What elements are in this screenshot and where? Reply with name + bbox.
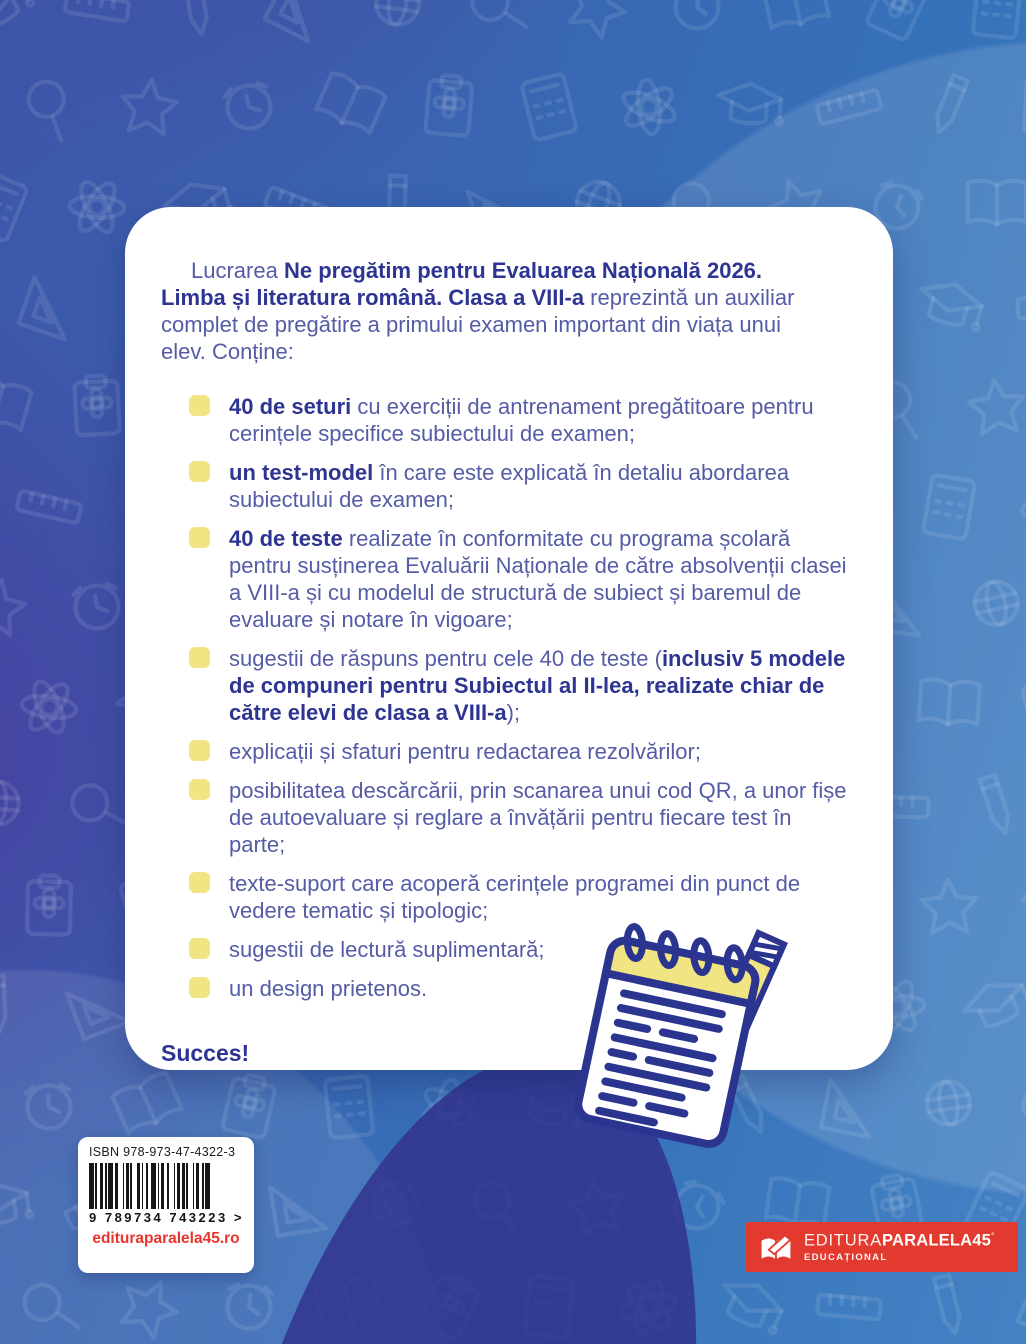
- feature-text: texte-suport care acoperă cerințele programei din punct de vedere tematic și tipologic;: [229, 871, 801, 923]
- feature-text-bold: 40 de seturi: [229, 394, 352, 419]
- bullet-square-icon: [189, 977, 210, 998]
- feature-item: [189, 393, 849, 447]
- feature-item: [189, 645, 849, 726]
- publisher-editura: EDITURA: [804, 1231, 883, 1250]
- pattern-doodle-icon: [252, 1162, 341, 1251]
- pattern-doodle-icon: [3, 1261, 94, 1344]
- pattern-doodle-icon: [245, 0, 350, 59]
- feature-item: [189, 525, 849, 633]
- degree-mark: °: [991, 1230, 995, 1241]
- feature-item: [189, 459, 849, 513]
- pattern-doodle-icon: [1004, 462, 1026, 551]
- bullet-square-icon: [189, 647, 210, 668]
- pattern-doodle-icon: [0, 0, 50, 60]
- pattern-doodle-icon: [954, 0, 1026, 50]
- pattern-doodle-icon: [2, 460, 96, 554]
- intro-suffix: reprezintă un auxiliar complet de pregătire a primului examen important din viața unui elev. Conține:: [161, 285, 795, 364]
- isbn-block: [78, 1137, 254, 1273]
- pattern-doodle-icon: [954, 364, 1026, 450]
- pattern-doodle-icon: [152, 0, 242, 52]
- pattern-doodle-icon: [999, 857, 1026, 958]
- feature-text: sugestii de lectură suplimentară;: [229, 937, 545, 962]
- feature-text: în care este explicată în detaliu abordarea subiectului de examen;: [229, 460, 790, 512]
- open-book-logo-icon: [758, 1231, 794, 1263]
- pattern-doodle-icon: [0, 765, 39, 848]
- pattern-doodle-icon: [807, 1265, 892, 1344]
- publisher-name: [804, 1232, 995, 1263]
- bullet-square-icon: [189, 779, 210, 800]
- isbn-label: ISBN 978-973-47-4322-3: [89, 1145, 236, 1159]
- pattern-doodle-icon: [298, 56, 401, 159]
- closing-text: Succes!: [161, 1040, 250, 1066]
- feature-text-bold: inclusiv 5 modele de compuneri pentru Subiectul al II-lea, realizate chiar de către elevi de clasa a VIII-a: [229, 646, 846, 725]
- pattern-doodle-icon: [407, 65, 492, 150]
- feature-text: explicații și sfaturi pentru redactarea rezolvărilor;: [229, 739, 701, 764]
- bullet-square-icon: [189, 527, 210, 548]
- notepad-illustration: [560, 908, 820, 1158]
- pattern-doodle-icon: [948, 758, 1026, 856]
- pattern-doodle-icon: [997, 1055, 1026, 1160]
- pattern-doodle-icon: [1008, 66, 1026, 148]
- pattern-doodle-icon: [306, 1064, 392, 1150]
- pattern-doodle-icon: [951, 561, 1026, 654]
- pattern-doodle-icon: [106, 64, 192, 150]
- pattern-doodle-icon: [707, 65, 790, 148]
- feature-text: sugestii de răspuns pentru cele 40 de teste (: [229, 646, 662, 671]
- feature-text: un design prietenos.: [229, 976, 428, 1001]
- pattern-doodle-icon: [654, 0, 741, 50]
- feature-item: [189, 738, 849, 765]
- pattern-doodle-icon: [845, 0, 949, 59]
- bullet-square-icon: [189, 938, 210, 959]
- pattern-doodle-icon: [0, 562, 42, 652]
- barcode-gap: [210, 1163, 212, 1209]
- pattern-doodle-icon: [9, 867, 88, 946]
- feature-text: );: [506, 700, 521, 725]
- pattern-doodle-icon: [0, 55, 101, 159]
- pattern-doodle-icon: [904, 462, 994, 552]
- intro-prefix: Lucrarea: [191, 258, 284, 283]
- pattern-doodle-icon: [0, 967, 37, 1048]
- bullet-square-icon: [189, 872, 210, 893]
- publisher-website: edituraparalela45.ro: [92, 1230, 240, 1247]
- pattern-doodle-icon: [909, 867, 990, 948]
- pattern-doodle-icon: [898, 56, 1000, 158]
- book-title: Ne pregătim pentru Evaluarea Națională 2026. Limba și literatura română. Clasa a VIII-a: [161, 258, 763, 310]
- pattern-doodle-icon: [545, 0, 649, 59]
- pattern-doodle-icon: [801, 59, 897, 155]
- feature-text-bold: 40 de teste: [229, 526, 343, 551]
- pattern-doodle-icon: [502, 60, 597, 155]
- publisher-logo-bar: [746, 1222, 1018, 1272]
- pattern-doodle-icon: [451, 0, 542, 53]
- feature-text: realizate în conformitate cu programa școlară pentru susținerea Evaluării Naționale de către absolvenții clasei a VIII-a și cu modelul de structură de subiect și baremul de evaluare și notare în vigoare;: [229, 526, 847, 632]
- pattern-doodle-icon: [0, 359, 45, 455]
- pattern-doodle-icon: [56, 166, 138, 248]
- pattern-doodle-icon: [902, 1260, 997, 1344]
- intro-paragraph: [161, 257, 821, 365]
- pattern-doodle-icon: [958, 168, 1026, 246]
- pattern-doodle-icon: [0, 1163, 41, 1251]
- publisher-number: 45: [972, 1231, 992, 1250]
- feature-text: cu exerciții de antrenament pregătitoare pentru cerințele specifice subiectului de examen;: [229, 394, 814, 446]
- pattern-doodle-icon: [1001, 659, 1026, 755]
- pattern-doodle-icon: [0, 156, 48, 258]
- bullet-square-icon: [189, 395, 210, 416]
- pattern-doodle-icon: [202, 60, 296, 154]
- feature-text: posibilitatea descărcării, prin scanarea unui cod QR, a unor fișe de autoevaluare și reglare a învățării pentru fiecare test în parte;: [229, 778, 847, 857]
- pattern-doodle-icon: [0, 257, 99, 356]
- feature-item: [189, 777, 849, 858]
- pattern-doodle-icon: [905, 1063, 993, 1151]
- feature-text-bold: un test-model: [229, 460, 374, 485]
- bullet-square-icon: [189, 461, 210, 482]
- pattern-doodle-icon: [598, 56, 700, 158]
- pattern-doodle-icon: [206, 1264, 293, 1344]
- pattern-doodle-icon: [751, 0, 844, 53]
- pattern-doodle-icon: [7, 1065, 92, 1150]
- publisher-division: EDUCAȚIONAL: [804, 1251, 888, 1263]
- publisher-paralela: PARALELA: [882, 1231, 973, 1250]
- bullet-square-icon: [189, 740, 210, 761]
- barcode-digits: 9 789734 743223 >: [89, 1210, 244, 1225]
- pattern-doodle-icon: [6, 664, 93, 751]
- pattern-doodle-icon: [907, 665, 990, 748]
- barcode-icon: [89, 1163, 243, 1209]
- notepad-icon: [576, 921, 762, 1147]
- pattern-doodle-icon: [901, 259, 997, 355]
- pattern-doodle-icon: [353, 0, 441, 51]
- pattern-doodle-icon: [52, 0, 141, 52]
- pattern-doodle-icon: [1008, 266, 1026, 348]
- pattern-doodle-icon: [946, 956, 1026, 1059]
